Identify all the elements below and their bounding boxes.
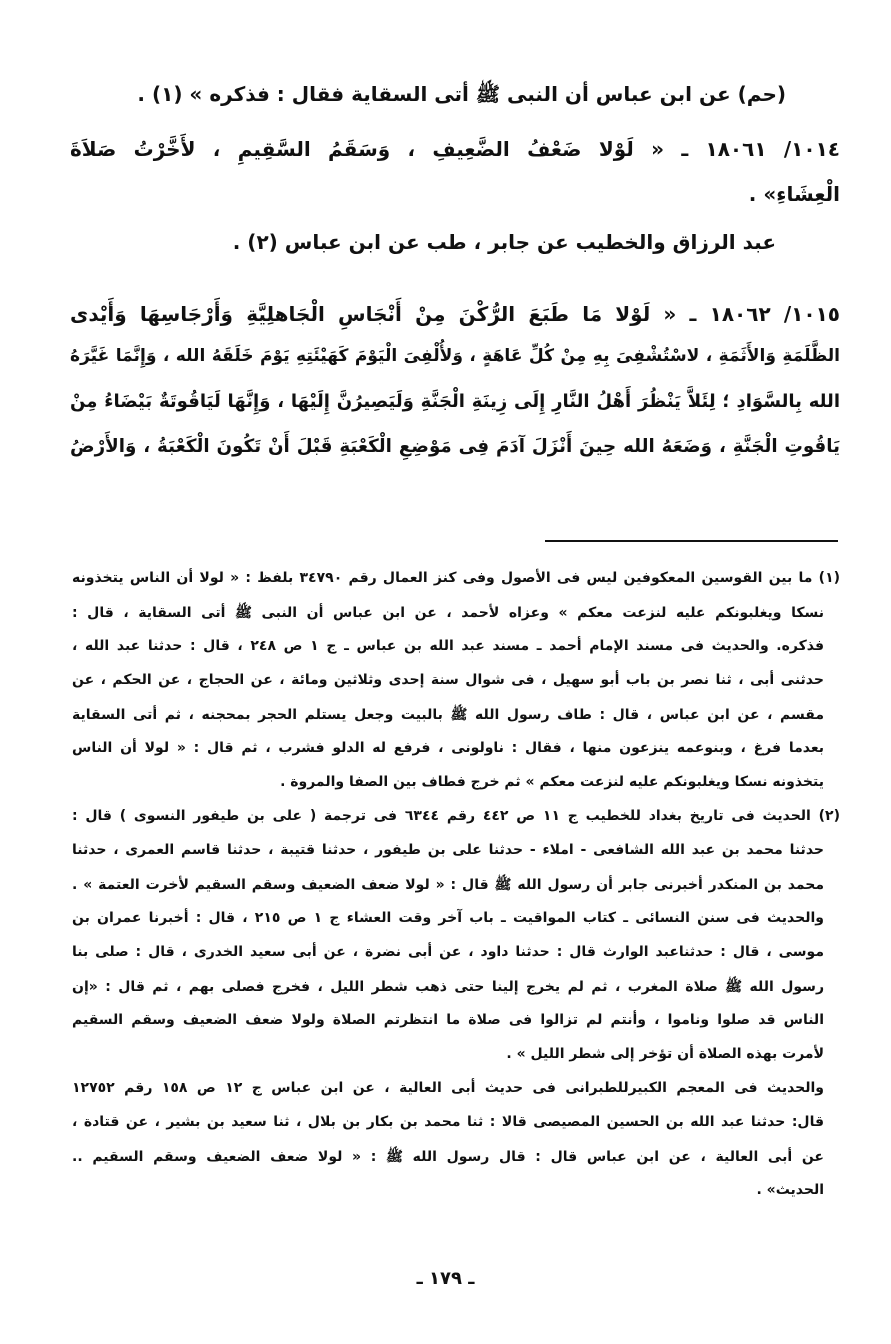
main-line: الْعِشَاءِ» . [748, 182, 840, 206]
footnote-line: عن أبى العالية ، عن ابن عباس قال : قال رسول الله ﷺ : « لولا ضعف الضعيف وسقم السقيم .. [72, 1149, 824, 1165]
footnote-line: محمد بن المنكدر أخبرنى جابر أن رسول الله ﷺ قال : « لولا ضعف الضعيف وسقم السقيم لأخرت العتمة » . [72, 877, 824, 893]
footnote-1-line: (١) ما بين القوسين المعكوفين ليس فى الأصول وفى كنز العمال رقم ٣٤٧٩٠ بلفظ : « لولا أن الناس يتخذونه [72, 570, 841, 586]
footnote-line: حدثنى أبى ، ثنا نصر بن باب أبو سهيل ، فى شوال سنة إحدى وثلاثين ومائة ، عن الحجاج ، عن الحكم ، عن [72, 672, 824, 688]
footnote-2-line: (٢) الحديث فى تاريخ بغداد للخطيب ج ١١ ص ٤٤٢ رقم ٦٣٤٤ فى ترجمة ( على بن طيفور النسوى ) قال : [72, 808, 840, 824]
hadith-1015-line: ١٠١٥/ ١٨٠٦٢ ـ « لَوْلا مَا طَبَعَ الرُّكْنَ مِنْ أَنْجَاسِ الْجَاهلِيَّةِ وَأَرْجَاسِهَا وَأَيْدى [70, 302, 840, 326]
footnote-line: الحديث» . [756, 1182, 824, 1198]
footnote-line: قال: حدثنا عبد الله بن الحسين المصيصى قالا : ثنا محمد بن بكار بن بلال ، ثنا سعيد بن بشير ، عن قتادة ، [72, 1114, 824, 1130]
footnote-line: نسكا ويغلبونكم عليه لنزعت معكم » وعزاه لأحمد ، عن ابن عباس أن النبى ﷺ أتى السقاية ، قال : [72, 605, 824, 621]
footnote-line: حدثنا محمد بن عبد الله الشافعى - املاء - حدثنا على بن طيفور ، حدثنا قتيبة ، حدثنا قاسم العمرى ، حدثنا [72, 842, 824, 858]
footnote-line: يتخذونه نسكا ويغلبونكم عليه لنزعت معكم » ثم خرج فطاف بين الصفا والمروة . [280, 774, 824, 790]
main-line: الله بِالسَّوَادِ ؛ لِئَلاَّ يَنْظُرَ أَهْلُ النَّارِ إِلَى زِينَةِ الْجَنَّةِ وَلَيَصِيرُنَّ إِلَيْهَا ، وَإِنَّهَا لَيَاقُوتَةٌ بَيْضَاءُ مِنْ [70, 391, 840, 412]
footnote-line: بعدما فرغ ، وبنوعمه ينزعون منها ، فقال : ناولونى ، فرفع له الدلو فشرب ، ثم قال : « لولا أن الناس [72, 740, 824, 756]
footnote-line: فذكره. والحديث فى مسند الإمام أحمد ـ مسند عبد الله بن عباس ـ ج ١ ص ٢٤٨ ، قال : حدثنا عبد الله ، [72, 638, 824, 654]
main-line: (حم) عن ابن عباس أن النبى ﷺ أتى السقاية فقال : فذكره » (١) . [137, 82, 786, 106]
footnote-line: والحديث فى المعجم الكبيرللطبرانى فى حديث أبى العالية ، عن ابن عباس ج ١٢ ص ١٥٨ رقم ١٢٧٥٢ [72, 1080, 825, 1096]
footnote-line: الناس قد صلوا وناموا ، وأنتم لم تزالوا فى صلاة ما انتظرتم الصلاة ولولا ضعف الضعيف وسقم السقيم [72, 1012, 824, 1028]
footnote-separator [545, 540, 838, 542]
footnote-line: مقسم ، عن ابن عباس ، قال : طاف رسول الله ﷺ بالبيت وجعل يستلم الحجر بمحجنه ، ثم أتى السقاية [72, 707, 824, 723]
hadith-1014-line: ١٠١٤/ ١٨٠٦١ ـ « لَوْلا ضَعْفُ الضَّعِيفِ ، وَسَقَمُ السَّقِيمِ ، لأَخَّرْتُ صَلاَةَ [70, 137, 840, 161]
main-line: الظَّلَمَةِ وَالأَثَمَةِ ، لاسْتُشْفِىَ بِهِ مِنْ كُلِّ عَاهَةٍ ، وَلأُلْفِىَ الْيَوْمَ كَهَيْئَتِهِ يَوْمَ خَلَقَهُ الله ، وَإِنَّمَا غَيَّرَهُ [70, 346, 840, 366]
source-line: عبد الرزاق والخطيب عن جابر ، طب عن ابن عباس (٢) . [232, 230, 776, 254]
footnote-line: موسى ، قال : حدثناعبد الوارث قال : حدثنا داود ، عن أبى نضرة ، عن أبى سعيد الخدرى ، قال : صلى بنا [72, 944, 824, 960]
main-line: يَاقُوتِ الْجَنَّةِ ، وَضَعَهُ الله حِينَ أَنْزَلَ آدَمَ فِى مَوْضِعِ الْكَعْبَةِ قَبْلَ أَنْ تَكُونَ الْكَعْبَةُ ، وَالأَرْضُ [70, 436, 840, 457]
page-number: ـ ١٧٩ ـ [416, 1268, 475, 1289]
footnote-line: والحديث فى سنن النسائى ـ كتاب المواقيت ـ باب آخر وقت العشاء ج ١ ص ٢١٥ ، قال : أخبرنا عمران بن [72, 910, 824, 926]
footnote-line: لأمرت بهذه الصلاة أن تؤخر إلى شطر الليل » . [506, 1046, 824, 1062]
footnote-line: رسول الله ﷺ صلاة المغرب ، ثم لم يخرج إلينا حتى ذهب شطر الليل ، فخرج فصلى بهم ، ثم قال : «إن [72, 979, 824, 995]
